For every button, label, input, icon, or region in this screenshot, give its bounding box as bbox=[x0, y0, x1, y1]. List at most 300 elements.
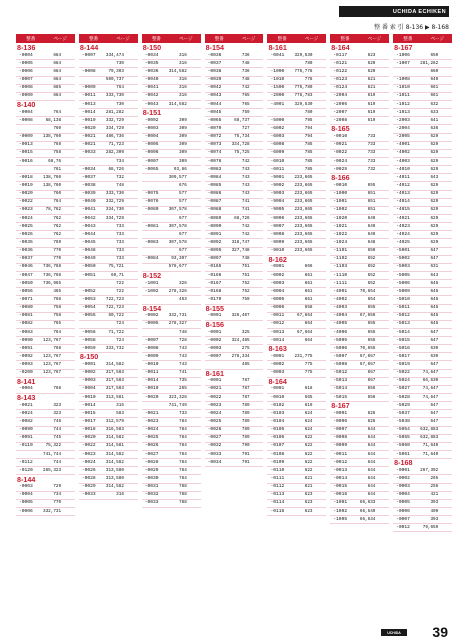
entry-page: 661 bbox=[304, 296, 313, 302]
entry-code: -6010 bbox=[270, 158, 285, 164]
entry-code: -0002 bbox=[81, 370, 96, 376]
group-code: 8-164 bbox=[331, 43, 350, 53]
entry-code: -4012 bbox=[396, 182, 410, 188]
entry-page: 733 bbox=[116, 223, 124, 229]
entry-page: 789 bbox=[241, 410, 250, 416]
entry-code: -0008 bbox=[333, 435, 348, 441]
group-code: 8-150 bbox=[79, 352, 99, 362]
entry-page: 67,664 bbox=[297, 313, 313, 319]
entry-page: 71,640 bbox=[422, 443, 439, 449]
entry-page: 769 bbox=[53, 239, 62, 245]
entry-page: 629 bbox=[430, 142, 439, 148]
entry-page: 233,665 bbox=[294, 191, 313, 197]
header-page-label: ページ bbox=[116, 35, 130, 41]
entry-code: -5037 bbox=[396, 410, 410, 416]
entry-code: -0082 bbox=[19, 321, 33, 327]
entry-page: 309 bbox=[179, 117, 187, 123]
entry-code: -9002 bbox=[270, 182, 285, 188]
group-code: 8-151 bbox=[142, 108, 162, 118]
entry-code: -5012 bbox=[396, 313, 410, 319]
entry-page: 748 bbox=[241, 60, 250, 66]
entry-code: -0041 bbox=[144, 85, 159, 91]
brand-bar bbox=[339, 6, 449, 17]
entry-page: 655 bbox=[367, 305, 376, 311]
entry-code: -0123 bbox=[333, 77, 348, 83]
entry-code: -0004 bbox=[19, 386, 33, 392]
header-code-label: 整番 bbox=[89, 35, 99, 41]
entry-page: 788 bbox=[179, 484, 187, 490]
entry-page: 393 bbox=[430, 500, 439, 506]
entry-code: -2004 bbox=[396, 125, 410, 131]
entry-code: -1001 bbox=[333, 500, 348, 506]
entry-code: -0003 bbox=[81, 378, 96, 384]
group-code: 8-165 bbox=[331, 124, 350, 134]
entry-page: 748 bbox=[241, 256, 250, 262]
entry-code: -0005 bbox=[144, 142, 159, 148]
entry-code: -0108 bbox=[270, 451, 285, 457]
entry-code: -9007 bbox=[270, 223, 285, 229]
entry-code: -0030 bbox=[144, 476, 159, 482]
entry-page: 281,282 bbox=[105, 109, 124, 115]
entry-page: 768 bbox=[53, 142, 62, 148]
entry-code: -0001 bbox=[207, 378, 222, 384]
entry-page: 463 bbox=[179, 296, 187, 302]
entry-code: -1024 bbox=[333, 239, 348, 245]
entry-code: -4002 bbox=[333, 296, 348, 302]
entry-code: -0002 bbox=[396, 476, 410, 482]
index-rows bbox=[267, 44, 326, 612]
entry-page: 621 bbox=[304, 476, 313, 482]
entry-page: 233,665 bbox=[294, 207, 313, 213]
entry-code: -5006 bbox=[333, 345, 348, 351]
entry-page: 778,783 bbox=[294, 93, 313, 99]
entry-page: 741 bbox=[241, 199, 250, 205]
entry-page: 743 bbox=[241, 166, 250, 172]
entry-code: -0037 bbox=[19, 256, 33, 262]
entry-page: 70,655 bbox=[359, 345, 376, 351]
entry-code: -0104 bbox=[270, 419, 285, 425]
entry-code: -0016 bbox=[19, 158, 33, 164]
entry-page: 677 bbox=[179, 215, 187, 221]
entry-page: 661 bbox=[304, 288, 313, 294]
entry-code: -0111 bbox=[270, 476, 285, 482]
group-code: 8-167 bbox=[394, 43, 413, 53]
entry-page: 78,762 bbox=[45, 207, 62, 213]
entry-page: 622 bbox=[304, 451, 313, 457]
index-column bbox=[330, 34, 389, 612]
entry-code: -0019 bbox=[144, 386, 159, 392]
entry-page: 784 bbox=[179, 451, 187, 457]
entry-code: -0003 bbox=[270, 280, 285, 286]
entry-page: 309 bbox=[179, 142, 187, 148]
entry-code: -0036 bbox=[144, 69, 159, 74]
entry-code: -5007 bbox=[333, 353, 348, 359]
entry-code: -0023 bbox=[81, 451, 96, 457]
entry-code: -0113 bbox=[270, 492, 285, 498]
entry-page: 70,654 bbox=[359, 288, 376, 294]
entry-page: 68,726 bbox=[108, 166, 124, 172]
entry-code: -0027 bbox=[207, 435, 222, 441]
entry-code: -0024 bbox=[333, 158, 348, 164]
entry-page: 267,392 bbox=[420, 467, 439, 473]
entry-code: -0024 bbox=[19, 215, 33, 221]
entry-code: -9006 bbox=[270, 215, 285, 221]
entry-page: 748 bbox=[179, 329, 187, 335]
entry-code: -0032 bbox=[207, 443, 222, 449]
entry-page: 66,633 bbox=[359, 500, 376, 506]
entry-code: -0005 bbox=[19, 500, 33, 506]
page-footer bbox=[0, 614, 462, 644]
entry-code: -1020 bbox=[333, 215, 348, 221]
page-title: 整 番 索 引 8-136 ▶ 8-168 bbox=[374, 24, 449, 31]
entry-page: 334,730 bbox=[105, 207, 124, 213]
entry-code: -0124 bbox=[333, 85, 348, 91]
entry-page: 265,323 bbox=[43, 467, 62, 473]
entry-page: 652 bbox=[367, 272, 376, 278]
entry-code: -2008 bbox=[333, 117, 348, 123]
entry-code: -0092 bbox=[19, 353, 33, 359]
index-columns bbox=[16, 34, 452, 612]
entry-page: 652 bbox=[367, 264, 376, 270]
entry-page: 776,780 bbox=[294, 85, 313, 91]
entry-code: -1500 bbox=[270, 85, 285, 91]
entry-page: 761 bbox=[53, 166, 62, 172]
entry-code: -0091 bbox=[207, 231, 222, 237]
entry-page: 646 bbox=[430, 280, 439, 286]
entry-page: 647 bbox=[430, 402, 439, 408]
entry-page: 733 bbox=[116, 248, 124, 254]
entry-page: 309 bbox=[179, 150, 187, 156]
entry-code: -4024 bbox=[396, 231, 410, 237]
entry-page: 307,578 bbox=[168, 207, 187, 213]
index-column bbox=[79, 34, 138, 612]
entry-code: -0021 bbox=[333, 142, 348, 148]
entry-code: -0095 bbox=[207, 248, 222, 254]
entry-page: 760 bbox=[53, 125, 62, 131]
entry-page: 760 bbox=[53, 191, 62, 197]
entry-code: -0037 bbox=[81, 174, 96, 180]
entry-code: -0010 bbox=[81, 394, 96, 400]
entry-code: -0052 bbox=[81, 288, 96, 294]
entry-code: -0109 bbox=[270, 459, 285, 465]
entry-code: -0021 bbox=[19, 402, 33, 408]
entry-code: -0043 bbox=[81, 223, 96, 229]
group-code: 8-144 bbox=[17, 474, 36, 484]
entry-code: -0056 bbox=[19, 288, 33, 294]
entry-page: 785 bbox=[304, 142, 313, 148]
entry-code: -4011 bbox=[396, 174, 410, 180]
entry-page: 743 bbox=[179, 362, 187, 368]
entry-code: -0002 bbox=[144, 313, 159, 319]
entry-code: -0065 bbox=[144, 166, 159, 172]
entry-page: 733 bbox=[367, 150, 376, 156]
entry-code: -5019 bbox=[396, 362, 410, 368]
entry-code: -0025 bbox=[207, 419, 222, 425]
entry-code: -0039 bbox=[81, 191, 96, 197]
entry-page: 790 bbox=[241, 443, 250, 449]
entry-page: 733 bbox=[367, 158, 376, 164]
entry-code: -0017 bbox=[81, 419, 96, 425]
entry-code: -4001 bbox=[270, 101, 285, 107]
entry-code: -0002 bbox=[207, 337, 222, 343]
group-code: 8-154 bbox=[205, 43, 224, 53]
entry-code: -0002 bbox=[144, 117, 159, 123]
entry-code: -0020 bbox=[81, 125, 96, 131]
entry-code: -5060 bbox=[396, 443, 410, 449]
entry-code: -0021 bbox=[207, 386, 222, 392]
entry-page: 751 bbox=[241, 264, 250, 270]
entry-code: -0006 bbox=[333, 419, 348, 425]
entry-page: 485 bbox=[241, 362, 250, 368]
entry-page: 314,582 bbox=[168, 69, 187, 74]
page-number: 39 bbox=[432, 624, 448, 640]
entry-page: 278,334 bbox=[231, 353, 250, 359]
entry-code: -0003 bbox=[144, 125, 159, 131]
entry-page: 742 bbox=[241, 85, 250, 91]
entry-page: 657 bbox=[367, 370, 376, 376]
entry-code: -0034 bbox=[81, 166, 96, 172]
entry-page: 789 bbox=[241, 419, 250, 425]
entry-code: -0170 bbox=[207, 296, 222, 302]
entry-page: 326 bbox=[179, 280, 187, 286]
entry-page: 333,732 bbox=[105, 345, 124, 351]
entry-page: 644 bbox=[367, 492, 376, 498]
entry-page: 765 bbox=[241, 101, 250, 107]
entry-code: -0045 bbox=[207, 109, 222, 115]
entry-page: 623 bbox=[304, 492, 313, 498]
entry-code: -0055 bbox=[81, 313, 96, 319]
entry-page: 316 bbox=[116, 492, 124, 498]
entry-code: -0091 bbox=[19, 435, 33, 441]
entry-page: 730 bbox=[116, 101, 124, 107]
entry-page: 649 bbox=[367, 223, 376, 229]
entry-code: -4015 bbox=[396, 207, 410, 213]
entry-page: 75,725 bbox=[234, 150, 250, 156]
entry-code: -1012 bbox=[396, 101, 410, 107]
entry-page: 629 bbox=[430, 158, 439, 164]
entry-page: 789 bbox=[241, 402, 250, 408]
entry-code: -0092 bbox=[207, 239, 222, 245]
entry-code: -0010 bbox=[333, 134, 348, 140]
entry-page: 647 bbox=[430, 419, 439, 425]
entry-page: 746 bbox=[53, 419, 62, 425]
entry-page: 281,282 bbox=[420, 60, 439, 66]
entry-page: 646 bbox=[430, 321, 439, 327]
entry-code: -0001 bbox=[396, 467, 410, 473]
entry-page: 314,582 bbox=[105, 459, 124, 465]
entry-page: 334,728 bbox=[231, 142, 250, 148]
entry-code: -0006 bbox=[19, 508, 33, 514]
entry-page: 71,722 bbox=[108, 329, 124, 335]
entry-page: 652 bbox=[367, 256, 376, 262]
entry-code: -0009 bbox=[144, 353, 159, 359]
entry-code: -0008 bbox=[19, 117, 33, 123]
entry-page: 770 bbox=[53, 248, 62, 254]
entry-code: -0073 bbox=[207, 142, 222, 148]
entry-code: -0024 bbox=[207, 410, 222, 416]
entry-page: 785 bbox=[304, 158, 313, 164]
entry-code: -0112 bbox=[19, 459, 33, 465]
entry-page: 624 bbox=[304, 410, 313, 416]
entry-code: -5027 bbox=[396, 386, 410, 392]
entry-page: 565 bbox=[304, 394, 313, 400]
entry-code: -0012 bbox=[270, 321, 285, 327]
entry-page: 332,731 bbox=[43, 508, 62, 514]
entry-code: -0107 bbox=[270, 443, 285, 449]
entry-code: -5010 bbox=[396, 296, 410, 302]
entry-code: -0050 bbox=[19, 280, 33, 286]
entry-page: 619 bbox=[367, 109, 376, 115]
entry-code: -0023 bbox=[144, 419, 159, 425]
entry-page: 619 bbox=[304, 402, 313, 408]
entry-page: 332,729 bbox=[105, 199, 124, 205]
entry-page: 256 bbox=[430, 484, 439, 490]
entry-page: 75,734 bbox=[234, 134, 250, 140]
entry-page: 656 bbox=[367, 386, 376, 392]
entry-code: -0033 bbox=[207, 451, 222, 457]
entry-code: -5002 bbox=[396, 256, 410, 262]
entry-page: 758 bbox=[53, 305, 62, 311]
entry-page: 765 bbox=[53, 321, 62, 327]
entry-code: -0044 bbox=[81, 231, 96, 237]
entry-page: 329,530 bbox=[294, 52, 313, 58]
entry-page: 67,656 bbox=[359, 313, 376, 319]
entry-code: -0024 bbox=[144, 427, 159, 433]
entry-page: 644 bbox=[367, 443, 376, 449]
entry-code: -0121 bbox=[333, 60, 348, 66]
index-column bbox=[16, 34, 75, 612]
entry-page: 732 bbox=[367, 166, 376, 172]
entry-code: -0013 bbox=[81, 101, 96, 107]
entry-code: -0028 bbox=[81, 476, 96, 482]
entry-code: -5000 bbox=[270, 117, 285, 123]
entry-code: -0019 bbox=[81, 117, 96, 123]
entry-page: 636 bbox=[430, 125, 439, 131]
entry-page: 646 bbox=[430, 288, 439, 294]
entry-code: -0007 bbox=[333, 427, 348, 433]
entry-code: -0008 bbox=[81, 69, 96, 74]
column-header bbox=[205, 34, 264, 43]
entry-page: 643 bbox=[430, 174, 439, 180]
header-code-label: 整番 bbox=[151, 35, 161, 41]
entry-code: -0014 bbox=[81, 402, 96, 408]
group-code: 8-156 bbox=[205, 319, 224, 329]
entry-page: 664 bbox=[304, 321, 313, 327]
entry-page: 644 bbox=[367, 451, 376, 457]
index-entry bbox=[330, 516, 389, 524]
header-page-label: ページ bbox=[179, 35, 193, 41]
entry-code: -0004 bbox=[81, 386, 96, 392]
header-code-label: 整番 bbox=[277, 35, 287, 41]
entry-code: -0004 bbox=[396, 492, 410, 498]
entry-page: 318,747 bbox=[231, 239, 250, 245]
entry-code: -0080 bbox=[144, 207, 159, 213]
entry-page: 275 bbox=[241, 345, 250, 351]
entry-code: -0081 bbox=[144, 223, 159, 229]
entry-page: 722,723 bbox=[105, 305, 124, 311]
entry-page: 332,731 bbox=[168, 313, 187, 319]
entry-page: 313,580 bbox=[105, 467, 124, 473]
entry-page: 578,677 bbox=[168, 264, 187, 270]
group-code: 8-161 bbox=[268, 43, 287, 53]
entry-code: -0090 bbox=[19, 427, 33, 433]
entry-page: 684 bbox=[53, 60, 62, 66]
entry-page: 641 bbox=[430, 117, 439, 123]
entry-code: -0086 bbox=[207, 191, 222, 197]
entry-code: -2007 bbox=[333, 109, 348, 115]
entry-code: -5011 bbox=[396, 305, 410, 311]
entry-code: -0083 bbox=[207, 166, 222, 172]
entry-code: -0029 bbox=[144, 467, 159, 473]
entry-code: -0005 bbox=[396, 500, 410, 506]
entry-code: -0022 bbox=[333, 150, 348, 156]
entry-code: -1000 bbox=[270, 69, 285, 74]
entry-page: 649 bbox=[367, 215, 376, 221]
entry-code: -5055 bbox=[396, 435, 410, 441]
entry-code: -9005 bbox=[270, 207, 285, 213]
entry-page: 644 bbox=[367, 484, 376, 490]
entry-page: 722 bbox=[116, 288, 124, 294]
entry-page: 770 bbox=[53, 500, 62, 506]
entry-code: -1111 bbox=[333, 280, 348, 286]
entry-page: 620 bbox=[367, 69, 376, 74]
entry-page: 626 bbox=[367, 410, 376, 416]
entry-page: 734 bbox=[116, 158, 124, 164]
entry-page: 785 bbox=[304, 166, 313, 172]
entry-code: -0085 bbox=[207, 182, 222, 188]
entry-page: 314,581 bbox=[105, 443, 124, 449]
entry-page: 745 bbox=[53, 435, 62, 441]
entry-page: 648 bbox=[367, 239, 376, 245]
entry-code: -0007 bbox=[144, 337, 159, 343]
entry-page: 764 bbox=[53, 329, 62, 335]
entry-code: -1002 bbox=[144, 288, 159, 294]
entry-page: 323,328 bbox=[168, 394, 187, 400]
entry-code: -0015 bbox=[19, 150, 33, 156]
entry-page: 644 bbox=[367, 459, 376, 465]
entry-code: -0041 bbox=[81, 207, 96, 213]
entry-page: 622 bbox=[304, 435, 313, 441]
entry-page: 759 bbox=[241, 296, 250, 302]
entry-code: -0011 bbox=[81, 93, 96, 99]
entry-code: -1110 bbox=[333, 272, 348, 278]
entry-page: 791 bbox=[241, 459, 250, 465]
entry-page: 650 bbox=[367, 248, 376, 254]
entry-page: 71,640 bbox=[422, 451, 439, 457]
group-code: 8-143 bbox=[17, 393, 36, 403]
entry-page: 66,634 bbox=[359, 516, 376, 522]
entry-page: 741 bbox=[179, 370, 187, 376]
entry-code: -0065 bbox=[207, 117, 222, 123]
index-rows bbox=[393, 44, 452, 612]
group-code: 8-163 bbox=[268, 344, 287, 354]
entry-page: 649 bbox=[367, 231, 376, 237]
entry-code: -5054 bbox=[396, 427, 410, 433]
entry-code: -0015 bbox=[333, 484, 348, 490]
entry-code: -5015 bbox=[396, 337, 410, 343]
entry-page: 334,729 bbox=[105, 215, 124, 221]
entry-page: 743 bbox=[179, 353, 187, 359]
entry-page: 661 bbox=[304, 272, 313, 278]
entry-code: -9009 bbox=[270, 239, 285, 245]
entry-page: 744 bbox=[53, 459, 62, 465]
column-header bbox=[142, 34, 201, 43]
index-entry bbox=[142, 500, 201, 508]
entry-code: -1021 bbox=[333, 223, 348, 229]
entry-page: 660 bbox=[430, 69, 439, 74]
entry-page: 644 bbox=[367, 427, 376, 433]
index-rows bbox=[330, 44, 389, 612]
